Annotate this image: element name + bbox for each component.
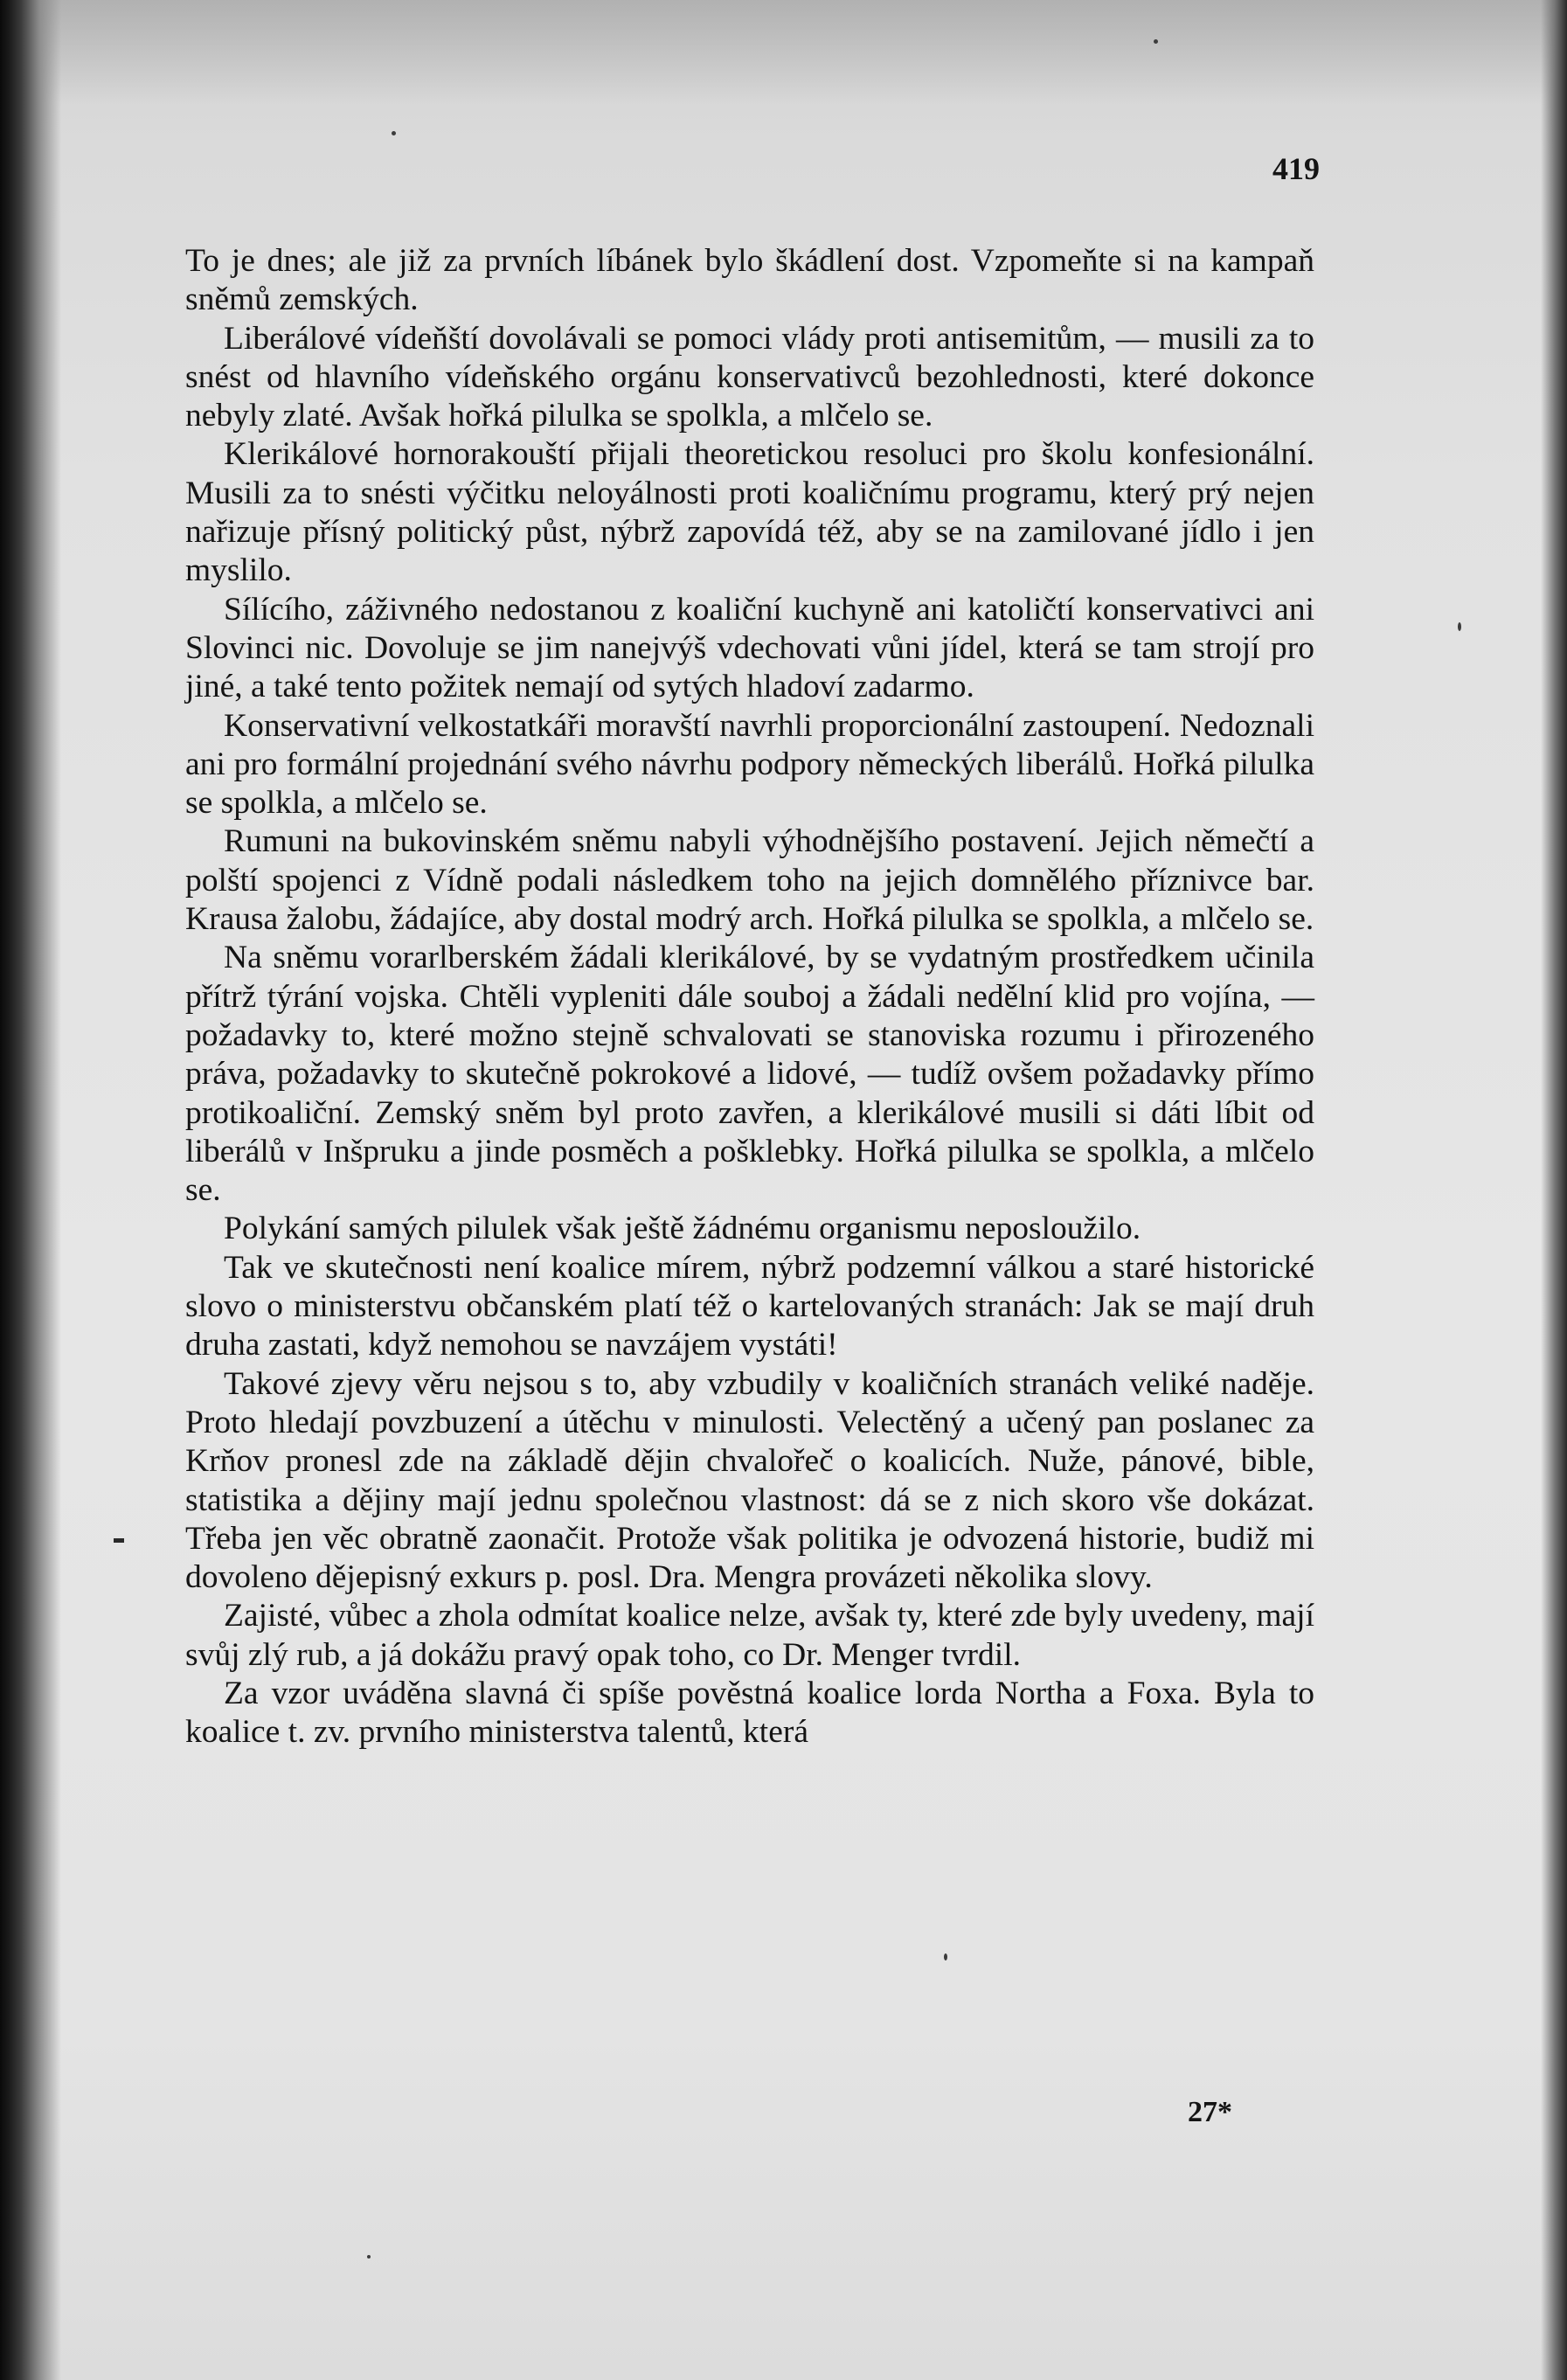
dust-speck — [367, 2255, 371, 2259]
margin-mark — [114, 1538, 124, 1543]
dust-speck — [1458, 622, 1461, 631]
dust-speck — [1154, 39, 1158, 44]
page-edge-shadow — [1541, 0, 1567, 2380]
paragraph-10: Takové zjevy věru nejsou s to, aby vzbudily v koaličních stranách veliké naděje. Proto hledají povzbuzení a útěchu v minulosti. Velectěný a učený pan poslanec za Krňov pronesl zde na základě dějin chvalořeč o koalicích. Nuže, pánové, bible, statistika a dějiny mají jednu společnou vlastnost: dá se z nich skoro vše dokázat. Třeba jen věc obratně zaonačit. Protože však politika je odvozená historie, budiž mi dovoleno dějepisný exkurs p. posl. Dra. Mengra provázeti několika slovy. — [185, 1365, 1314, 1596]
paragraph-8: Polykání samých pilulek však ještě žádnému organismu neposloužilo. — [224, 1211, 1141, 1247]
paragraph-12: Za vzor uváděna slavná či spíše pověstná koalice lorda Northa a Foxa. Byla to koalice t. zv. prvního ministerstva talentů, která — [185, 1675, 1314, 1751]
paragraph-3: Klerikálové hornorakouští přijali theoretickou resoluci pro školu konfesionální. Musili za to snésti výčitku neloyálnosti proti koaličnímu programu, který prý nejen nařizuje přísný politický půst, nýbrž zapovídá též, aby se na zamilované jídlo i jen myslilo. — [185, 436, 1314, 589]
paragraph-5: Konservativní velkostatkáři moravští navrhli proporcionální zastoupení. Nedoznali ani pro formální projednání svého návrhu podpory německých liberálů. Hořká pilulka se spolkla, a mlčelo se. — [185, 707, 1314, 822]
paragraph-11: Zajisté, vůbec a zhola odmítat koalice nelze, avšak ty, které zde byly uvedeny, mají svůj zlý rub, a já dokážu pravý opak toho, co Dr. Menger tvrdil. — [185, 1598, 1314, 1673]
body-text — [185, 242, 1314, 1752]
binding-shadow — [0, 0, 61, 2380]
paragraph-1: To je dnes; ale již za prvních líbánek bylo škádlení dost. Vzpomeňte si na kampaň sněmů zemských. — [185, 243, 1314, 318]
top-shading — [0, 0, 1567, 105]
paragraph-7: Na sněmu vorarlberském žádali klerikálové, by se vydatným prostředkem učinila přítrž týrání vojska. Chtěli vypleniti dále souboj a žádali nedělní klid pro vojína, — požadavky to, které možno stejně schvalovati se stanoviska rozumu i přirozeného práva, požadavky to skutečně pokrokové a lidové, — tudíž ovšem požadavky přímo protikoaliční. Zemský sněm byl proto zavřen, a klerikálové musili si dáti líbit od liberálů v Inšpruku a jinde posměch a pošklebky. Hořká pilulka se spolkla, a mlčelo se. — [185, 940, 1314, 1209]
paragraph-9: Tak ve skutečnosti není koalice mírem, nýbrž podzemní válkou a staré historické slovo o ministerstvu občanském platí též o kartelovaných stranách: Jak se mají druh druha zastati, když nemohou se navzájem vystáti! — [185, 1249, 1314, 1363]
paragraph-4: Sílícího, záživného nedostanou z koaliční kuchyně ani katoličtí konservativci ani Slovinci nic. Dovoluje se jim nanejvýš vdechovati vůni jídel, která se tam strojí pro jiné, a také tento požitek nemají od sytých hladoví zadarmo. — [185, 591, 1314, 705]
signature-mark: 27* — [1188, 2096, 1232, 2128]
paragraph-6: Rumuni na bukovinském sněmu nabyli výhodnějšího postavení. Jejich němečtí a polští spojenci z Vídně podali následkem toho na jejich domnělého příznivce bar. Krausa žalobu, žádajíce, aby dostal modrý arch. Hořká pilulka se spolkla, a mlčelo se. — [185, 823, 1314, 938]
paragraph-2: Liberálové vídeňští dovolávali se pomoci vlády proti antisemitům, — musili za to snést od hlavního vídeňského orgánu konservativců bezohlednosti, které dokonce nebyly zlaté. Avšak hořká pilulka se spolkla, a mlčelo se. — [185, 320, 1314, 434]
page-number: 419 — [1272, 151, 1320, 186]
dust-speck — [392, 131, 396, 135]
dust-speck — [944, 1953, 947, 1960]
